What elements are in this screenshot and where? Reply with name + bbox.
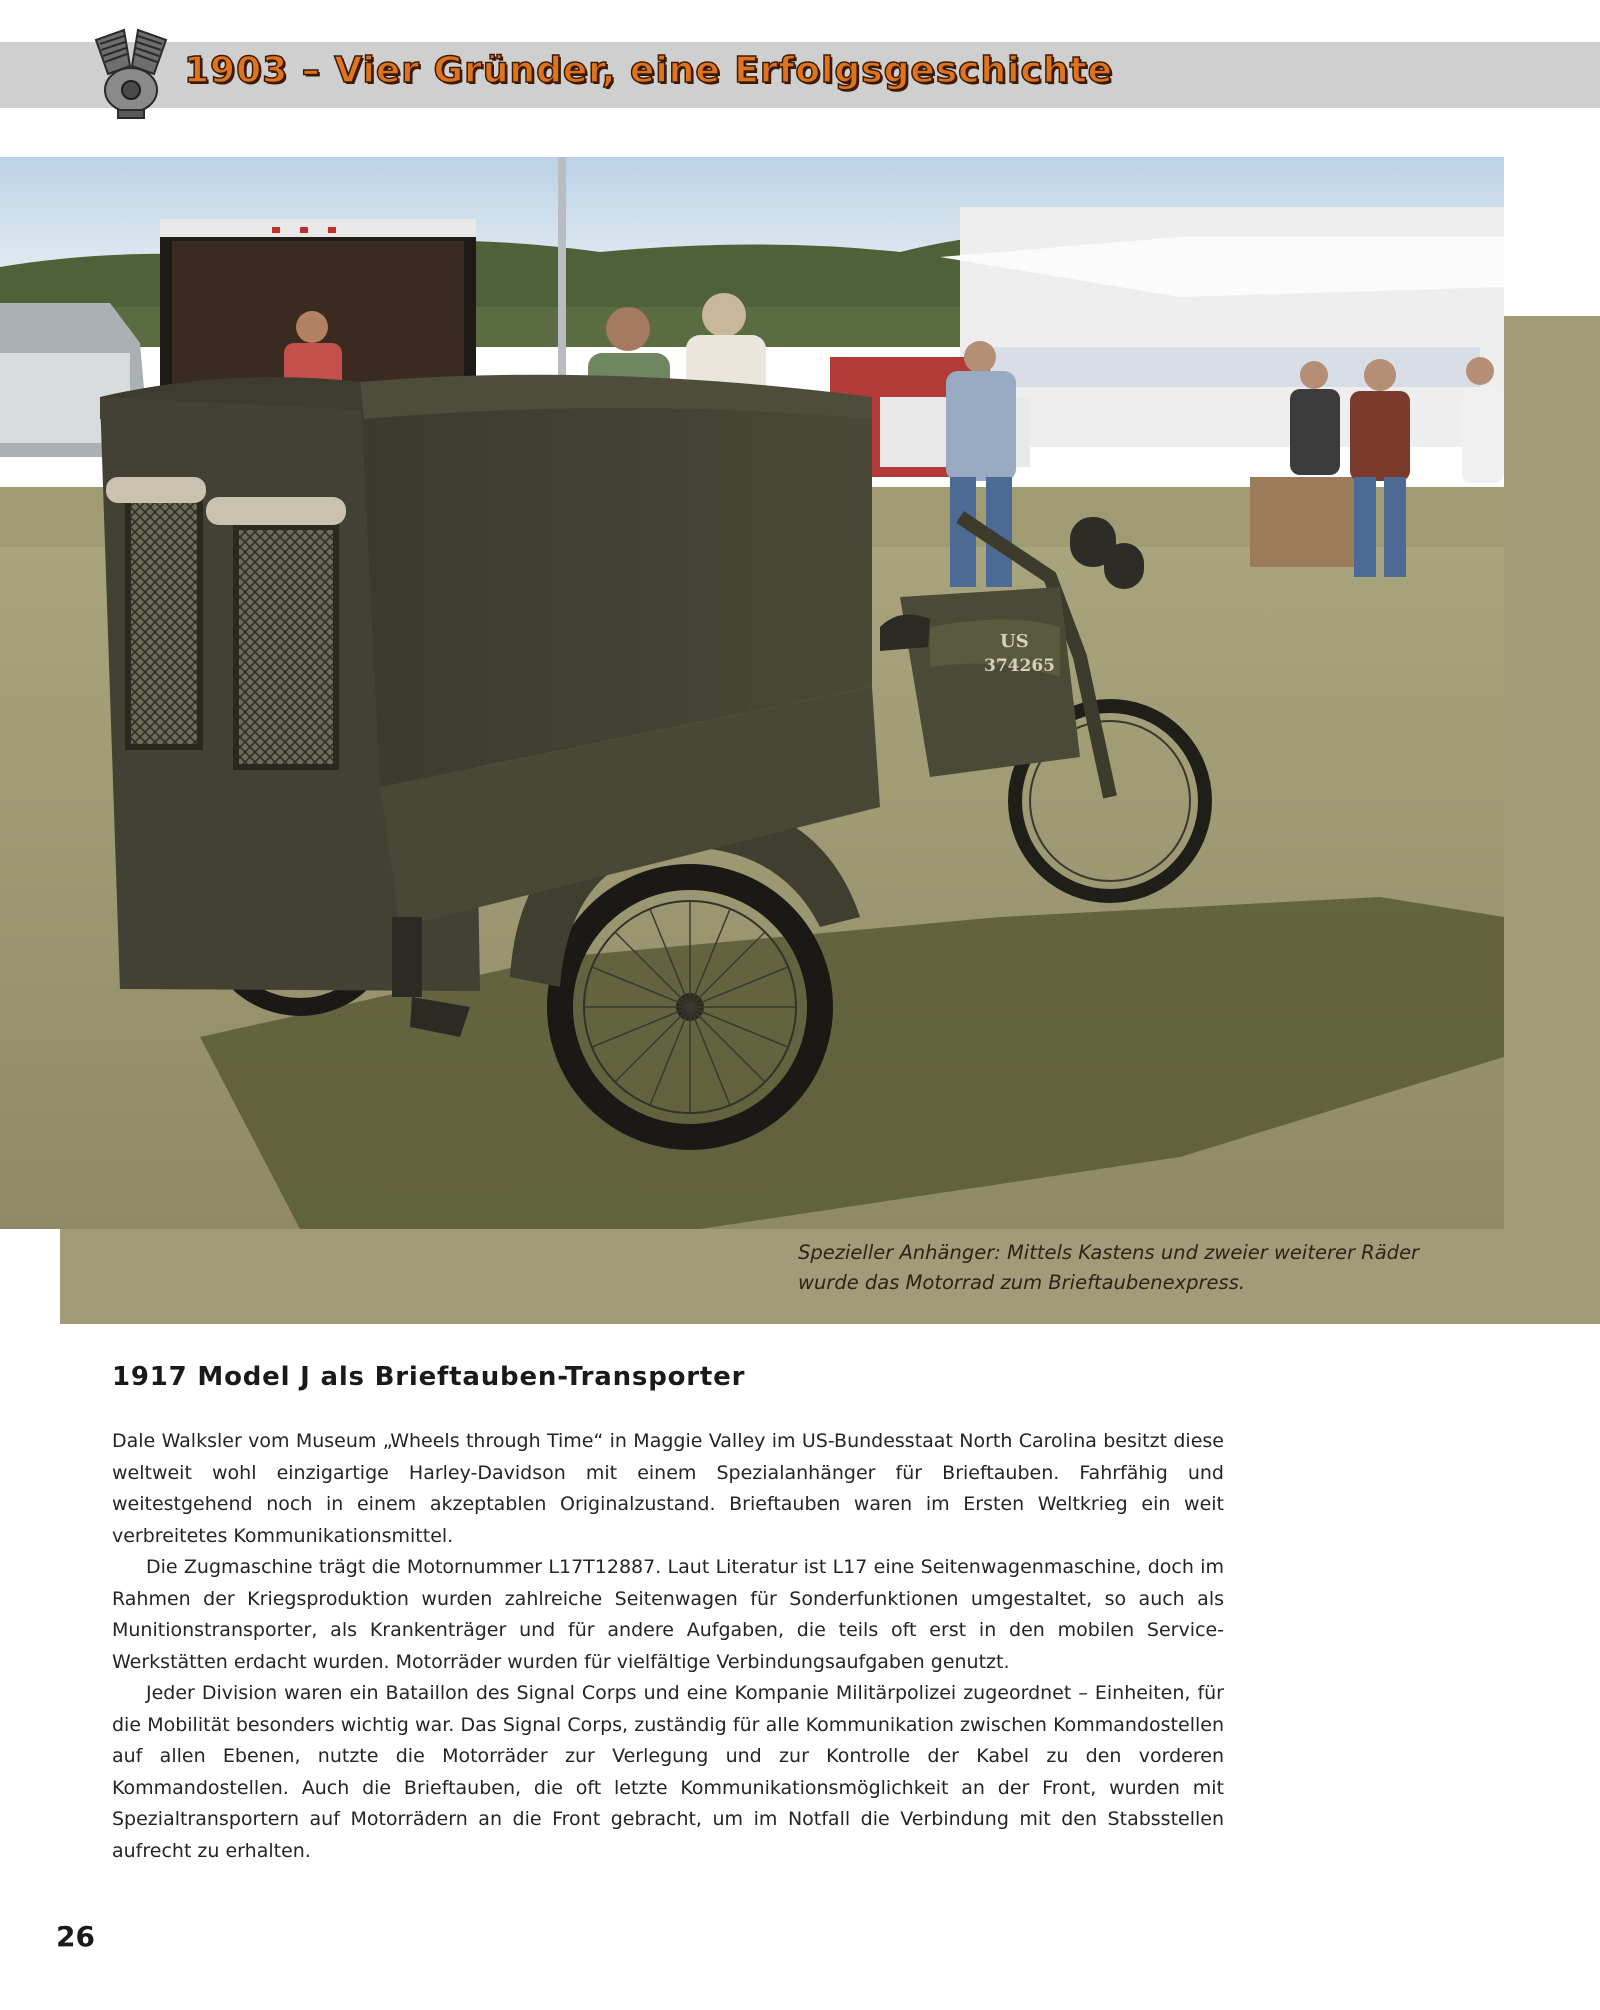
body-paragraph-2: Die Zugmaschine trägt die Motornummer L17T12887. Laut Literatur ist L17 eine Seitenwagenmaschine, doch im Rahmen der Kriegsproduktion wurden zahlreiche Seitenwagen für Sonderfunktionen umgestaltet, so auch als Munitionstransporter, als Krankenträger und für andere Aufgaben, die teils oft erst in den mobilen Service-Werkstätten erdacht wurden. Motorräder wurden für vielfältige Verbindungsaufgaben genutzt. <box>112 1556 1224 1673</box>
side-accent-band <box>1504 316 1600 1324</box>
body-text <box>112 1426 1224 1867</box>
running-header-title: 1903 – Vier Gründer, eine Erfolgsgeschichte <box>184 50 1114 91</box>
caption-line-2: wurde das Motorrad zum Brieftaubenexpress. <box>798 1271 1246 1294</box>
body-paragraph-3: Jeder Division waren ein Bataillon des Signal Corps und eine Kompanie Militärpolizei zugeordnet – Einheiten, für die Mobilität besonders wichtig war. Das Signal Corps, zuständig für alle Kommunikation zwischen Kommandostellen auf allen Ebenen, nutzte die Motorräder zur Verlegung und zur Kontrolle der Kabel zu den vorderen Kommandostellen. Auch die Brieftauben, die oft letzte Kommunikationsmöglichkeit an der Front, wurden mit Spezialtransportern auf Motorrädern an die Front gebracht, um im Notfall die Verbindung mit den Stabsstellen aufrecht zu erhalten. <box>112 1682 1224 1862</box>
photo-motorcycle-pigeon-trailer <box>0 157 1504 1229</box>
caption-line-1: Spezieller Anhänger: Mittels Kastens und zweier weiterer Räder <box>798 1241 1420 1264</box>
photo-caption <box>798 1238 1438 1298</box>
v-twin-engine-icon <box>88 22 174 122</box>
section-heading: 1917 Model J als Brieftauben-Transporter <box>112 1362 746 1392</box>
body-paragraph-1: Dale Walksler vom Museum „Wheels through Time“ in Maggie Valley im US-Bundesstaat North Carolina besitzt diese weltweit wohl einzigartige Harley-Davidson mit einem Spezialanhänger für Brieftauben. Fahrfähig und weitestgehend noch in einem akzeptablen Originalzustand. Brieftauben waren im Ersten Weltkrieg ein weit verbreitetes Kommunikationsmittel. <box>112 1430 1224 1547</box>
trailer-marking-us: US <box>1000 631 1029 652</box>
page-number: 26 <box>56 1920 95 1953</box>
trailer-marking-number: 374265 <box>984 656 1055 676</box>
